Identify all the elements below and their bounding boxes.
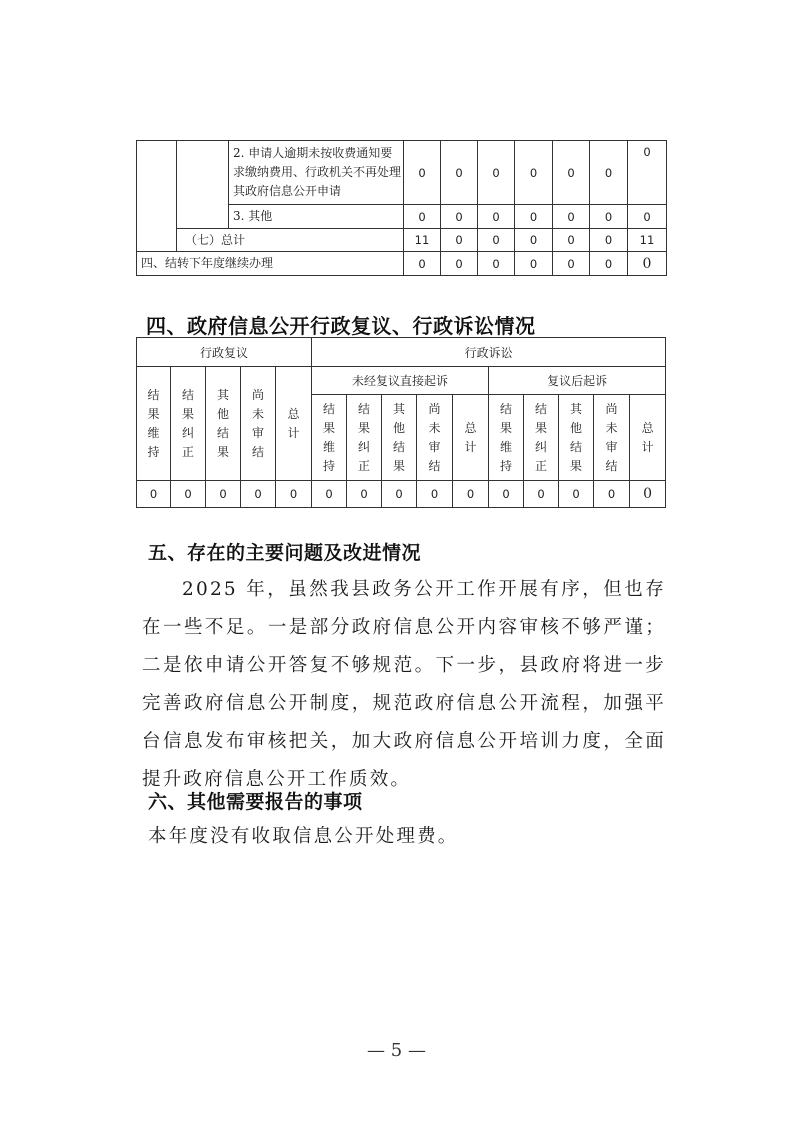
column-header: 总计 bbox=[630, 395, 666, 481]
cell-value: 0 bbox=[404, 141, 441, 205]
column-header: 尚未审结 bbox=[594, 395, 630, 481]
cell-value: 0 bbox=[594, 481, 630, 508]
cell-value: 0 bbox=[590, 252, 628, 276]
column-header: 结果纠正 bbox=[524, 395, 559, 481]
table-row bbox=[137, 481, 666, 508]
section-heading: 四、政府信息公开行政复议、行政诉讼情况 bbox=[146, 314, 536, 338]
column-header: 其他结果 bbox=[559, 395, 594, 481]
cell-value: 0 bbox=[628, 141, 667, 205]
column-header: 结果纠正 bbox=[347, 395, 382, 481]
column-header: 结果维持 bbox=[312, 395, 347, 481]
cell-value: 0 bbox=[478, 229, 515, 252]
column-header: 尚未审结 bbox=[417, 395, 453, 481]
column-header: 其他结果 bbox=[206, 367, 241, 481]
cell-value: 0 bbox=[628, 205, 667, 229]
cell-value: 0 bbox=[276, 481, 312, 508]
cell-value: 0 bbox=[404, 205, 441, 229]
cell-value: 11 bbox=[404, 229, 441, 252]
cell-value: 0 bbox=[478, 205, 515, 229]
cell-value: 0 bbox=[478, 252, 515, 276]
cell-value: 0 bbox=[515, 252, 553, 276]
column-header: 其他结果 bbox=[382, 395, 417, 481]
column-header: 尚未审结 bbox=[241, 367, 276, 481]
group-header: 行政诉讼 bbox=[312, 338, 666, 367]
subgroup-header: 复议后起诉 bbox=[489, 367, 666, 395]
cell-value: 0 bbox=[553, 229, 590, 252]
table-row bbox=[137, 252, 667, 276]
row-label: 四、结转下年度继续办理 bbox=[137, 252, 404, 276]
cell-value: 0 bbox=[553, 252, 590, 276]
cell-value: 0 bbox=[206, 481, 241, 508]
section-heading: 五、存在的主要问题及改进情况 bbox=[148, 542, 422, 564]
section-heading: 六、其他需要报告的事项 bbox=[148, 791, 363, 813]
cell-value: 0 bbox=[515, 229, 553, 252]
cell-value: 0 bbox=[515, 141, 553, 205]
row-label: 3. 其他 bbox=[229, 205, 404, 229]
cell-value: 0 bbox=[312, 481, 347, 508]
cell-value: 0 bbox=[137, 481, 171, 508]
cell-value: 0 bbox=[590, 229, 628, 252]
cell-value: 0 bbox=[515, 205, 553, 229]
blank-cell bbox=[137, 141, 177, 252]
table-row bbox=[137, 141, 667, 205]
cell-value: 0 bbox=[347, 481, 382, 508]
cell-value: 0 bbox=[441, 141, 478, 205]
cell-value: 0 bbox=[553, 205, 590, 229]
cell-value: 0 bbox=[417, 481, 453, 508]
cell-value: 0 bbox=[559, 481, 594, 508]
request-stats-table bbox=[136, 140, 667, 276]
cell-value: 0 bbox=[404, 252, 441, 276]
cell-value: 0 bbox=[241, 481, 276, 508]
cell-value: 0 bbox=[628, 252, 667, 276]
column-header: 结果纠正 bbox=[171, 367, 206, 481]
cell-value: 0 bbox=[630, 481, 666, 508]
cell-value: 0 bbox=[441, 252, 478, 276]
column-header: 总计 bbox=[453, 395, 489, 481]
table-row bbox=[137, 229, 667, 252]
row-label: （七）总计 bbox=[177, 229, 404, 252]
cell-value: 0 bbox=[524, 481, 559, 508]
cell-value: 0 bbox=[553, 141, 590, 205]
cell-value: 0 bbox=[590, 205, 628, 229]
cell-value: 0 bbox=[590, 141, 628, 205]
section-paragraph: 本年度没有收取信息公开处理费。 bbox=[148, 826, 459, 847]
cell-value: 0 bbox=[382, 481, 417, 508]
column-header: 总计 bbox=[276, 367, 312, 481]
page-number: — 5 — bbox=[367, 1040, 426, 1061]
cell-value: 0 bbox=[478, 141, 515, 205]
blank-cell bbox=[177, 141, 229, 229]
row-label: 2. 申请人逾期未按收费通知要求缴纳费用、行政机关不再处理其政府信息公开申请 bbox=[229, 141, 404, 205]
subgroup-header: 未经复议直接起诉 bbox=[312, 367, 489, 395]
cell-value: 0 bbox=[441, 229, 478, 252]
section-paragraph: 2025 年，虽然我县政务公开工作开展有序，但也存在一些不足。一是部分政府信息公开内容审核不够严谨；二是依申请公开答复不够规范。下一步，县政府将进一步完善政府信息公开制度，规范政府信息公开流程，加强平台信息发布审核把关，加大政府信息公开培训力度，全面提升政府信息公开工作质效。 bbox=[142, 579, 666, 790]
group-header: 行政复议 bbox=[137, 338, 312, 367]
cell-value: 0 bbox=[453, 481, 489, 508]
cell-value: 0 bbox=[441, 205, 478, 229]
column-header: 结果维持 bbox=[137, 367, 171, 481]
cell-value: 11 bbox=[628, 229, 667, 252]
column-header: 结果维持 bbox=[489, 395, 524, 481]
cell-value: 0 bbox=[171, 481, 206, 508]
review-litigation-table bbox=[136, 337, 666, 508]
cell-value: 0 bbox=[489, 481, 524, 508]
